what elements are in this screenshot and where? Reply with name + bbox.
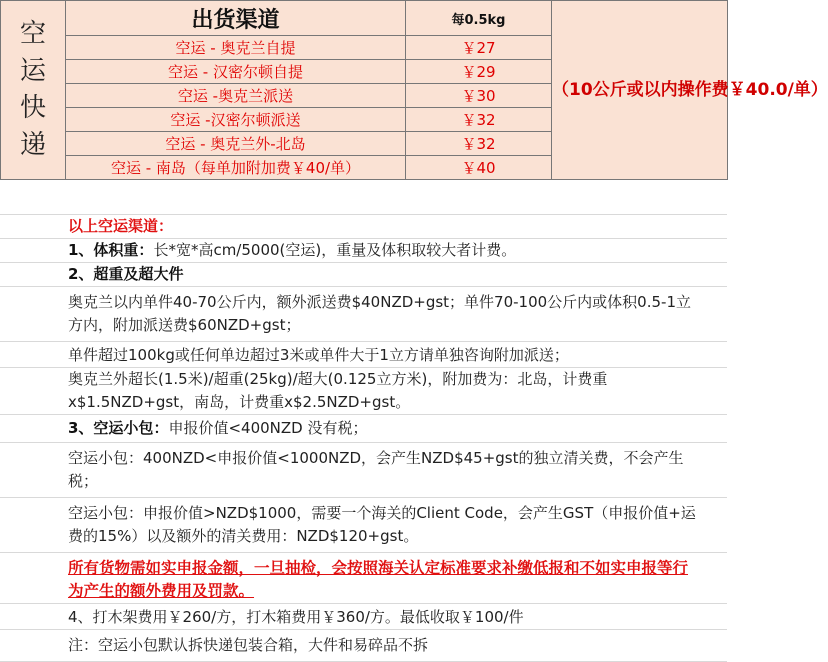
- auckland-surcharge-line: 奥克兰以内单件40-70公斤内，额外派送费$40NZD+gst；单件70-100公斤内或体积0.5-1立: [68, 293, 691, 311]
- outside-auckland-surcharge: [0, 368, 727, 415]
- price-cell: ￥30: [406, 84, 552, 108]
- small-parcel-tier2: [0, 443, 727, 498]
- rates-table: [0, 0, 828, 180]
- side-char: 运: [19, 56, 46, 86]
- warning-line: 所有货物需如实申报金额，一旦抽检，会按照海关认定标准要求补缴低报和不如实申报等行: [68, 559, 689, 577]
- handling-fee-note: （10公斤或以内操作费￥40.0/单）: [552, 1, 728, 180]
- price-cell: ￥27: [406, 36, 552, 60]
- header-unit: 每0.5kg: [406, 1, 552, 36]
- warning-line: 为产生的额外费用及罚款。: [68, 582, 255, 600]
- spacer-row: [0, 200, 727, 215]
- terms-notes: [0, 200, 727, 662]
- item1-row: [0, 239, 727, 263]
- footnote-text: 注：空运小包默认拆快递包装合箱，大件和易碎品不拆: [68, 636, 429, 654]
- item3-row: [0, 415, 727, 443]
- footnote-row: [0, 630, 727, 662]
- price-cell: ￥29: [406, 60, 552, 84]
- channel-cell: 空运 -奥克兰派送: [66, 84, 406, 108]
- side-char: 快: [19, 93, 46, 123]
- side-char: 递: [19, 130, 46, 160]
- channel-cell: 空运 -汉密尔顿派送: [66, 108, 406, 132]
- over100-text: 单件超过100kg或任何单边超过3米或单件大于1立方请单独咨询附加派送；: [68, 346, 569, 364]
- small-parcel-line: 空运小包：申报价值>NZD$1000，需要一个海关的Client Code，会产生GST（申报价值+运: [68, 504, 696, 522]
- small-parcel-line: 费的15%）以及额外的清关费用：NZD$120+gst。: [68, 527, 419, 545]
- side-label-air-express: [1, 1, 66, 180]
- item4-row: [0, 604, 727, 630]
- price-cell: ￥32: [406, 132, 552, 156]
- auckland-surcharge-line: 方内，附加派送费$60NZD+gst；: [68, 316, 301, 334]
- notes-title: 以上空运渠道：: [68, 217, 174, 235]
- outside-surcharge-line: 奥克兰外超长(1.5米)/超重(25kg)/超大(0.125立方米)，附加费为：北岛，计费重: [68, 370, 608, 388]
- item2-label: 2、超重及超大件: [68, 265, 184, 283]
- small-parcel-line: 税；: [68, 472, 99, 490]
- notes-title-row: [0, 215, 727, 239]
- item2-row: [0, 263, 727, 287]
- header-channel: 出货渠道: [66, 1, 406, 36]
- channel-cell: 空运 - 汉密尔顿自提: [66, 60, 406, 84]
- auckland-surcharge: [0, 287, 727, 342]
- declaration-warning: [0, 553, 727, 604]
- small-parcel-line: 空运小包：400NZD<申报价值<1000NZD，会产生NZD$45+gst的独立清关费，不会产生: [68, 449, 684, 467]
- item1-label: 1、体积重：: [68, 241, 154, 259]
- channel-cell: 空运 - 南岛（每单加附加费￥40/单）: [66, 156, 406, 180]
- side-char: 空: [19, 19, 46, 49]
- price-cell: ￥32: [406, 108, 552, 132]
- price-cell: ￥40: [406, 156, 552, 180]
- item4-text: 4、打木架费用￥260/方，打木箱费用￥360/方。最低收取￥100/件: [68, 608, 524, 626]
- channel-cell: 空运 - 奥克兰自提: [66, 36, 406, 60]
- item3-label: 3、空运小包：: [68, 419, 169, 437]
- small-parcel-tier3: [0, 498, 727, 553]
- over100-note: [0, 342, 727, 368]
- channel-cell: 空运 - 奥克兰外-北岛: [66, 132, 406, 156]
- item1-text: 长*宽*高cm/5000(空运)，重量及体积取较大者计费。: [153, 241, 517, 259]
- outside-surcharge-line: x$1.5NZD+gst，南岛，计费重x$2.5NZD+gst。: [68, 393, 411, 411]
- item3-text: 申报价值<400NZD 没有税；: [168, 419, 368, 437]
